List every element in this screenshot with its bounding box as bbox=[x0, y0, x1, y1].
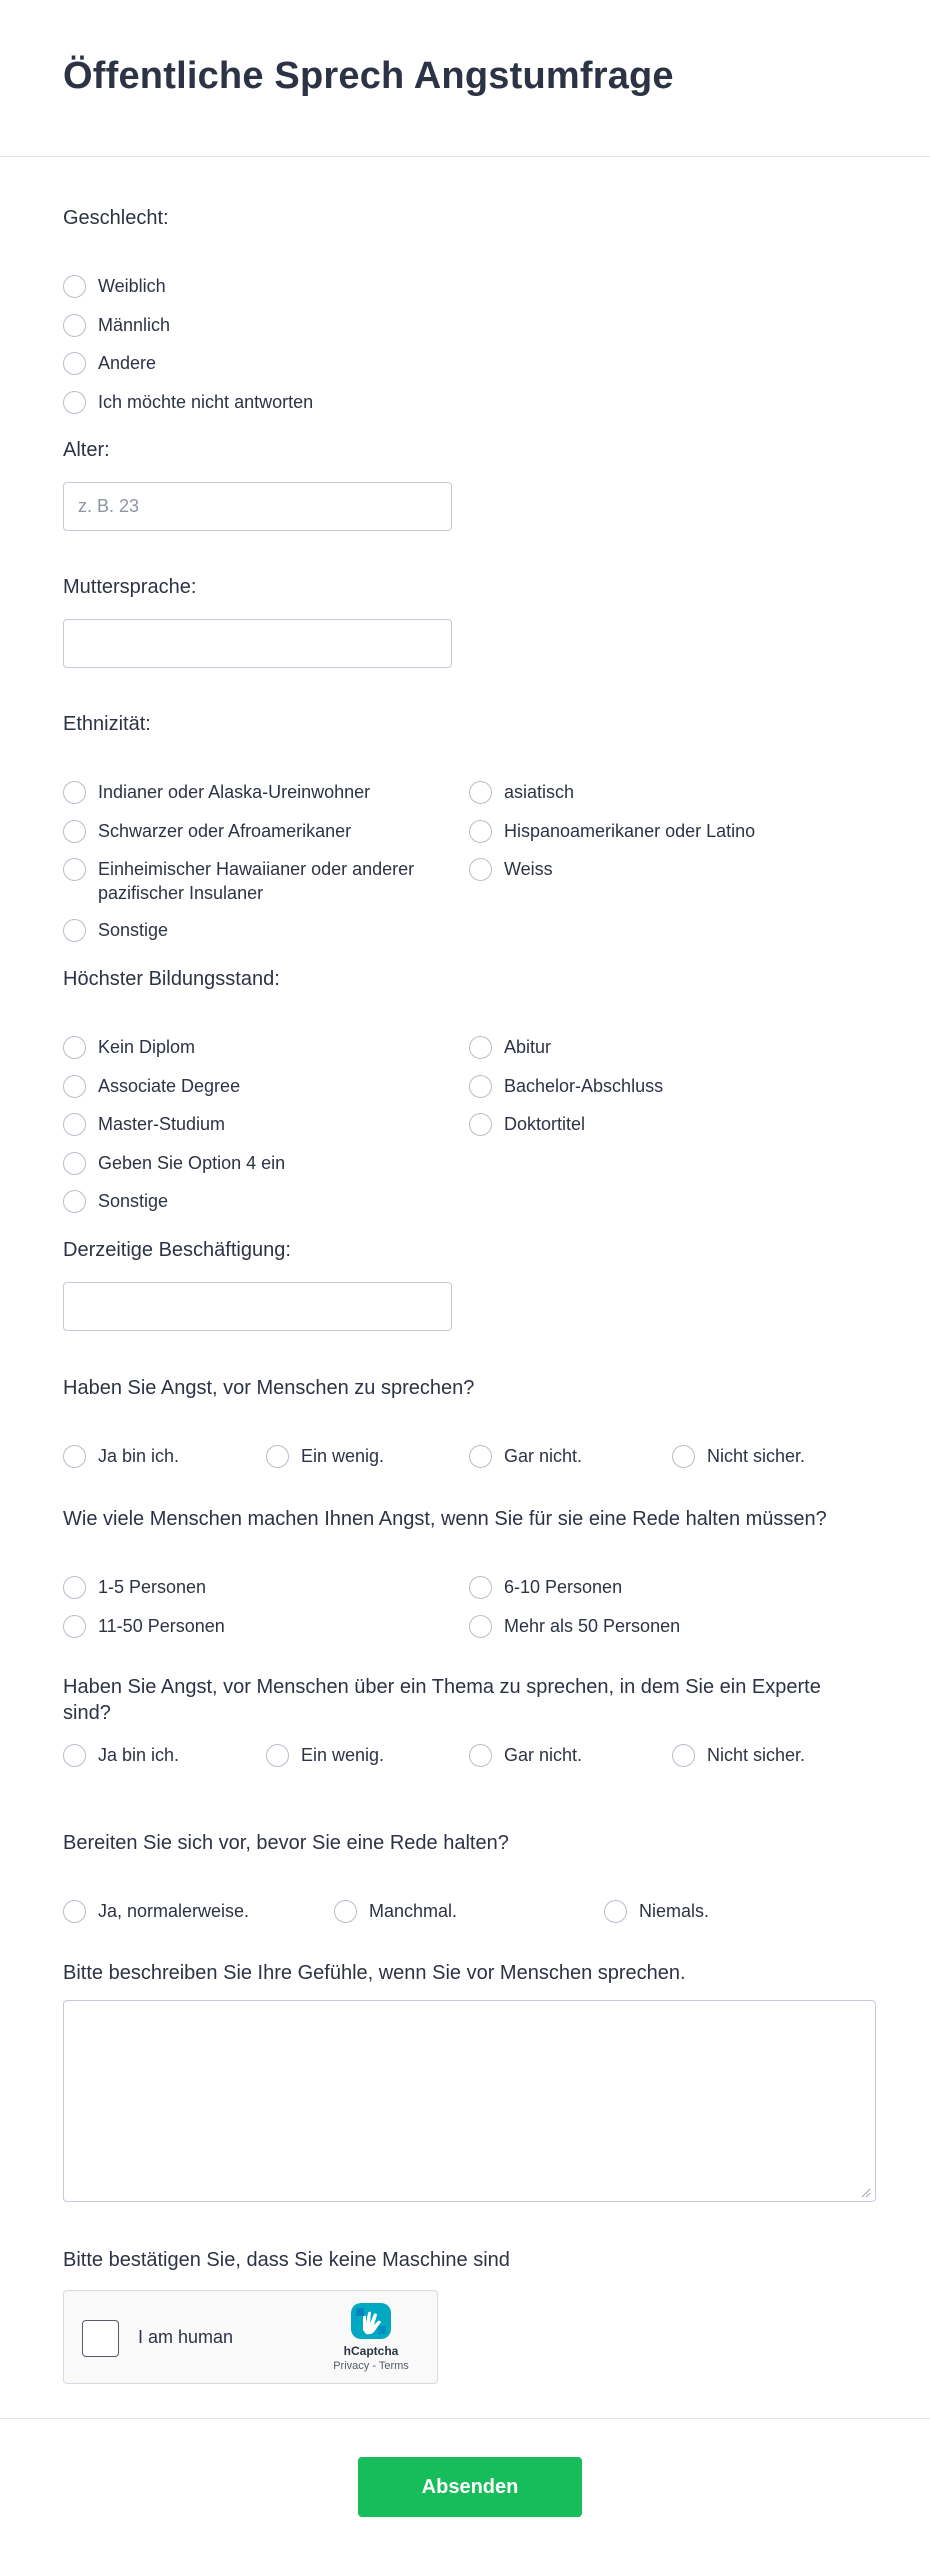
option-label: Einheimischer Hawaiianer oder anderer pazifischer Insulaner bbox=[98, 859, 415, 903]
option-label: Geben Sie Option 4 ein bbox=[98, 1153, 286, 1173]
captcha-checkbox-label: I am human bbox=[138, 2327, 234, 2347]
fear-expert-option-little[interactable] bbox=[266, 1743, 384, 1767]
prepare-option-sometimes[interactable] bbox=[334, 1899, 457, 1923]
ethnicity-option-black[interactable] bbox=[63, 819, 453, 843]
radio-button[interactable] bbox=[469, 858, 492, 881]
option-label: Ja bin ich. bbox=[98, 1745, 180, 1765]
captcha-brand-name: hCaptcha bbox=[343, 2344, 399, 2358]
option-label: Master-Studium bbox=[98, 1114, 226, 1134]
option-label: Ja, normalerweise. bbox=[98, 1901, 250, 1921]
ethnicity-option-native-american[interactable] bbox=[63, 780, 453, 804]
radio-button[interactable] bbox=[469, 820, 492, 843]
submit-button[interactable]: Absenden bbox=[358, 2457, 582, 2517]
option-label: Associate Degree bbox=[98, 1076, 241, 1096]
prepare-option-never[interactable] bbox=[604, 1899, 709, 1923]
option-label: Männlich bbox=[98, 315, 171, 335]
feelings-textarea[interactable] bbox=[63, 2000, 876, 2202]
option-label: Ich möchte nicht antworten bbox=[98, 392, 314, 412]
option-label: Ein wenig. bbox=[301, 1745, 385, 1765]
question-label: Haben Sie Angst, vor Menschen zu sprechen? bbox=[63, 1377, 475, 1399]
question-label: Bitte bestätigen Sie, dass Sie keine Maschine sind bbox=[63, 2249, 510, 2271]
option-label: Nicht sicher. bbox=[707, 1446, 806, 1466]
education-option-4[interactable] bbox=[63, 1151, 285, 1175]
radio-button[interactable] bbox=[63, 1075, 86, 1098]
age-input[interactable] bbox=[63, 482, 452, 531]
option-label: Hispanoamerikaner oder Latino bbox=[504, 821, 756, 841]
option-label: Schwarzer oder Afroamerikaner bbox=[98, 821, 352, 841]
education-option-no-diploma[interactable] bbox=[63, 1035, 195, 1059]
fear-speaking-option-little[interactable] bbox=[266, 1444, 384, 1468]
radio-button[interactable] bbox=[63, 858, 86, 881]
occupation-input[interactable] bbox=[63, 1282, 452, 1331]
question-label: Wie viele Menschen machen Ihnen Angst, wenn Sie für sie eine Rede halten müssen? bbox=[63, 1508, 827, 1530]
option-label: Sonstige bbox=[98, 920, 169, 940]
gender-option-female[interactable] bbox=[63, 274, 166, 298]
ethnicity-option-pacific-islander[interactable] bbox=[63, 857, 453, 905]
option-label: Sonstige bbox=[98, 1191, 169, 1211]
mother-tongue-input[interactable] bbox=[63, 619, 452, 668]
option-label: Kein Diplom bbox=[98, 1037, 196, 1057]
captcha-checkbox[interactable] bbox=[82, 2320, 119, 2357]
radio-button[interactable] bbox=[469, 1445, 492, 1468]
audience-option-11-50[interactable] bbox=[63, 1614, 225, 1638]
ethnicity-option-hispanic[interactable] bbox=[469, 819, 755, 843]
ethnicity-option-white[interactable] bbox=[469, 857, 553, 881]
question-gender bbox=[63, 205, 883, 412]
radio-button[interactable] bbox=[469, 781, 492, 804]
fear-expert-option-yes[interactable] bbox=[63, 1743, 179, 1767]
option-label: Indianer oder Alaska-Ureinwohner bbox=[98, 782, 371, 802]
question-fear-expert bbox=[63, 1674, 873, 1765]
option-label: asiatisch bbox=[504, 782, 575, 802]
option-label: Manchmal. bbox=[369, 1901, 458, 1921]
option-label: Mehr als 50 Personen bbox=[504, 1616, 681, 1636]
question-occupation bbox=[63, 1237, 883, 1263]
question-fear-speaking bbox=[63, 1375, 883, 1466]
radio-button[interactable] bbox=[672, 1445, 695, 1468]
education-option-master[interactable] bbox=[63, 1112, 225, 1136]
hcaptcha-logo-icon bbox=[348, 2301, 394, 2341]
question-age bbox=[63, 437, 883, 463]
hcaptcha-widget bbox=[63, 2290, 438, 2384]
question-education bbox=[63, 966, 883, 1211]
form-title: Öffentliche Sprech Angstumfrage bbox=[63, 55, 674, 97]
question-label: Haben Sie Angst, vor Menschen über ein Thema zu sprechen, in dem Sie ein Experte sind? bbox=[63, 1676, 821, 1724]
gender-option-male[interactable] bbox=[63, 313, 170, 337]
question-mother-tongue bbox=[63, 574, 883, 600]
option-label: 6-10 Personen bbox=[504, 1577, 623, 1597]
option-label: Abitur bbox=[504, 1037, 552, 1057]
education-option-bachelor[interactable] bbox=[469, 1074, 663, 1098]
question-label: Bitte beschreiben Sie Ihre Gefühle, wenn Sie vor Menschen sprechen. bbox=[63, 1962, 686, 1984]
option-label: 1-5 Personen bbox=[98, 1577, 207, 1597]
question-label: Höchster Bildungsstand: bbox=[63, 968, 280, 990]
audience-option-6-10[interactable] bbox=[469, 1575, 622, 1599]
option-label: Gar nicht. bbox=[504, 1745, 583, 1765]
radio-button[interactable] bbox=[63, 1615, 86, 1638]
radio-button[interactable] bbox=[63, 1900, 86, 1923]
option-label: Weiblich bbox=[98, 276, 166, 296]
radio-button[interactable] bbox=[469, 1113, 492, 1136]
option-label: Doktortitel bbox=[504, 1114, 586, 1134]
radio-button[interactable] bbox=[469, 1744, 492, 1767]
resize-handle-icon[interactable] bbox=[861, 2188, 871, 2198]
radio-button[interactable] bbox=[63, 314, 86, 337]
question-prepare bbox=[63, 1830, 883, 1921]
option-label: Niemals. bbox=[639, 1901, 710, 1921]
fear-speaking-option-yes[interactable] bbox=[63, 1444, 179, 1468]
radio-button[interactable] bbox=[604, 1900, 627, 1923]
radio-button[interactable] bbox=[63, 1113, 86, 1136]
ethnicity-option-asian[interactable] bbox=[469, 780, 574, 804]
footer-divider bbox=[0, 2418, 930, 2419]
radio-button[interactable] bbox=[63, 1445, 86, 1468]
radio-button[interactable] bbox=[469, 1036, 492, 1059]
question-captcha bbox=[63, 2247, 883, 2273]
question-audience-size bbox=[63, 1506, 883, 1636]
radio-button[interactable] bbox=[63, 275, 86, 298]
fear-speaking-option-not-at-all[interactable] bbox=[469, 1444, 582, 1468]
option-label: Ja bin ich. bbox=[98, 1446, 180, 1466]
radio-button[interactable] bbox=[469, 1615, 492, 1638]
question-label: Alter: bbox=[63, 439, 110, 461]
radio-button[interactable] bbox=[63, 352, 86, 375]
question-feelings bbox=[63, 1960, 883, 1986]
question-label: Ethnizität: bbox=[63, 713, 151, 735]
option-label: Nicht sicher. bbox=[707, 1745, 806, 1765]
radio-button[interactable] bbox=[63, 919, 86, 942]
gender-option-other[interactable] bbox=[63, 351, 156, 375]
radio-button[interactable] bbox=[469, 1075, 492, 1098]
fear-speaking-option-unsure[interactable] bbox=[672, 1444, 805, 1468]
ethnicity-option-other[interactable] bbox=[63, 918, 168, 942]
captcha-privacy-terms-links[interactable]: Privacy - Terms bbox=[333, 2360, 409, 2372]
question-label: Geschlecht: bbox=[63, 207, 169, 229]
question-label: Derzeitige Beschäftigung: bbox=[63, 1239, 291, 1261]
education-option-other[interactable] bbox=[63, 1189, 168, 1213]
option-label: Ein wenig. bbox=[301, 1446, 385, 1466]
option-label: Bachelor-Abschluss bbox=[504, 1076, 664, 1096]
radio-button[interactable] bbox=[63, 1036, 86, 1059]
radio-button[interactable] bbox=[63, 781, 86, 804]
radio-button[interactable] bbox=[63, 1744, 86, 1767]
gender-option-no-answer[interactable] bbox=[63, 390, 313, 414]
radio-button[interactable] bbox=[63, 1576, 86, 1599]
question-label: Muttersprache: bbox=[63, 576, 197, 598]
fear-expert-option-unsure[interactable] bbox=[672, 1743, 805, 1767]
option-label: Andere bbox=[98, 353, 157, 373]
radio-button[interactable] bbox=[63, 1152, 86, 1175]
radio-button[interactable] bbox=[63, 820, 86, 843]
option-label: Weiss bbox=[504, 859, 553, 879]
radio-button[interactable] bbox=[63, 391, 86, 414]
question-ethnicity bbox=[63, 711, 883, 940]
education-option-doctorate[interactable] bbox=[469, 1112, 585, 1136]
option-label: 11-50 Personen bbox=[98, 1616, 225, 1636]
radio-button[interactable] bbox=[334, 1900, 357, 1923]
education-option-abitur[interactable] bbox=[469, 1035, 551, 1059]
audience-option-50-plus[interactable] bbox=[469, 1614, 680, 1638]
radio-button[interactable] bbox=[266, 1744, 289, 1767]
radio-button[interactable] bbox=[63, 1190, 86, 1213]
fear-expert-option-not-at-all[interactable] bbox=[469, 1743, 582, 1767]
radio-button[interactable] bbox=[672, 1744, 695, 1767]
prepare-option-usually[interactable] bbox=[63, 1899, 249, 1923]
option-label: Gar nicht. bbox=[504, 1446, 583, 1466]
audience-option-1-5[interactable] bbox=[63, 1575, 206, 1599]
education-option-associate[interactable] bbox=[63, 1074, 240, 1098]
radio-button[interactable] bbox=[266, 1445, 289, 1468]
radio-button[interactable] bbox=[469, 1576, 492, 1599]
form-header bbox=[0, 0, 930, 157]
question-label: Bereiten Sie sich vor, bevor Sie eine Rede halten? bbox=[63, 1832, 509, 1854]
